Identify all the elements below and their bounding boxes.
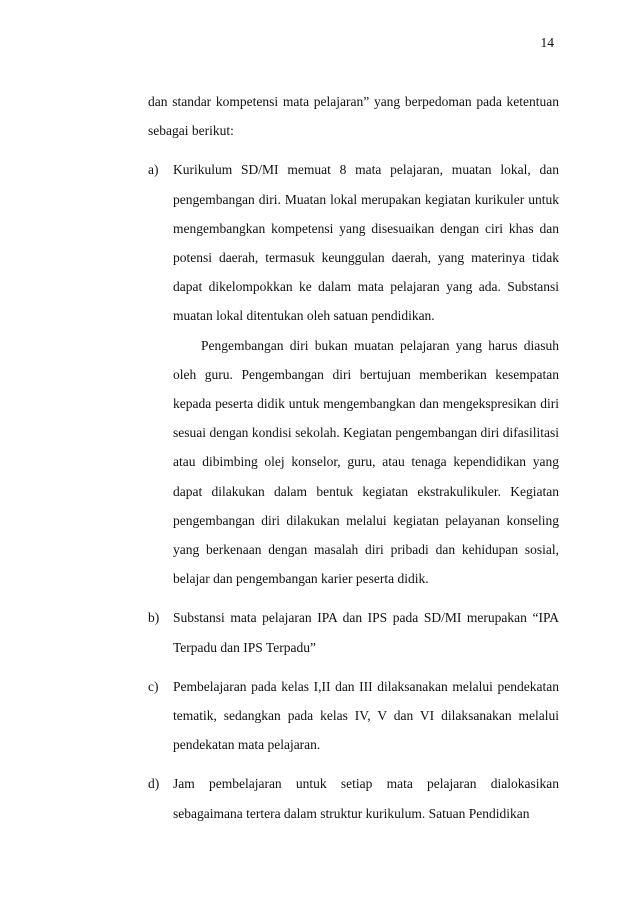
page-number: 14 xyxy=(540,35,554,50)
list-paragraph: Pengembangan diri bukan muatan pelajaran yang harus diasuh oleh guru. Pengembangan diri bertujuan memberikan kesempatan kepada peserta didik untuk mengembangkan dan mengekspresikan diri sesuai dengan kondisi sekolah. Kegiatan pengembangan diri difasilitasi atau dibimbing olej konselor, guru, atau tenaga kependidikan yang dapat dilakukan dalam bentuk kegiatan ekstrakulikuler. Kegiatan pengembangan diri dilakukan melalui kegiatan pelayanan konseling yang berkenaan dengan masalah diri pribadi dan kehidupan sosial, belajar dan pengembangan karier peserta didik. xyxy=(173,337,559,587)
list-marker: c) xyxy=(148,678,159,694)
list-paragraph: Jam pembelajaran untuk setiap mata pelajaran dialokasikan sebagaimana tertera dalam struktur kurikulum. Satuan Pendidikan xyxy=(173,776,559,821)
list-item-body xyxy=(173,672,559,760)
list-item-body xyxy=(173,603,559,661)
list-paragraph: Substansi mata pelajaran IPA dan IPS pada SD/MI merupakan “IPA Terpadu dan IPS Terpadu” xyxy=(173,610,559,655)
list-item-body xyxy=(173,769,559,827)
document-body xyxy=(148,87,559,828)
list-paragraph: Pembelajaran pada kelas I,II dan III dilaksanakan melalui pendekatan tematik, sedangkan pada kelas IV, V dan VI dilaksanakan melalui pendekatan mata pelajaran. xyxy=(173,678,559,753)
list-marker: a) xyxy=(148,162,159,178)
list-item-body xyxy=(173,155,559,593)
list-item-b xyxy=(148,603,559,661)
list-paragraph: Kurikulum SD/MI memuat 8 mata pelajaran, muatan lokal, dan pengembangan diri. Muatan lokal merupakan kegiatan kurikuler untuk mengembangkan kompetensi yang disesuaikan dengan ciri khas dan potensi daerah, termasuk keunggulan daerah, yang materinya tidak dapat dikelompokkan ke dalam mata pelajaran yang ada. Substansi muatan lokal ditentukan oleh satuan pendidikan. xyxy=(173,162,559,324)
list-item-a xyxy=(148,155,559,593)
list-item-d xyxy=(148,769,559,827)
list-item-c xyxy=(148,672,559,760)
intro-paragraph: dan standar kompetensi mata pelajaran” yang berpedoman pada ketentuan sebagai berikut: xyxy=(148,94,559,139)
list-marker: b) xyxy=(148,610,160,626)
list-marker: d) xyxy=(148,776,160,792)
